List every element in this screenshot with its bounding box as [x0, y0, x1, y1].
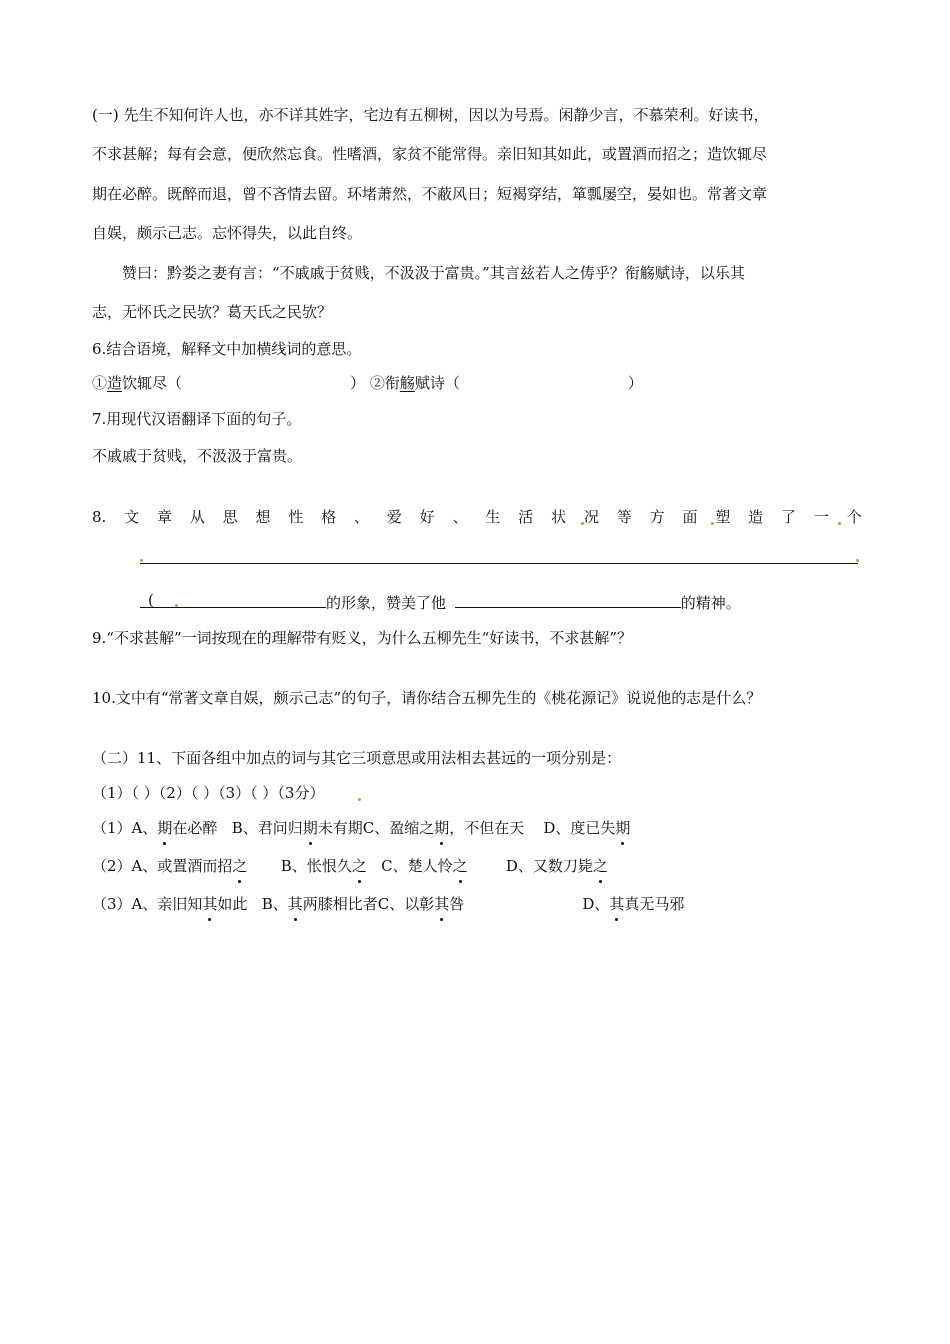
- option-c-dotted-word: 之: [452, 857, 468, 875]
- q8-open-paren: (: [148, 591, 154, 609]
- q8-char: 爱: [386, 508, 402, 526]
- q11-prompt: （二）11、下面各组中加点的词与其它三项意思或用法相去甚远的一项分别是：: [92, 749, 622, 767]
- q8-blank-spirit[interactable]: [455, 591, 681, 608]
- q6-item2-rest: 赋诗（: [414, 374, 460, 392]
- q8-char: 况: [583, 508, 599, 526]
- option-c-text: ，不但在天: [449, 819, 525, 837]
- q11-answer-line[interactable]: （1）（ ）（2）（ ）（3）（ ）（3分）: [92, 784, 325, 802]
- passage-zan-line-1: 赞曰：黔娄之妻有言：“不戚戚于贫贱，不汲汲于富贵。”其言兹若人之俦乎？衔觞赋诗，以乐其: [122, 264, 745, 282]
- q8-char: 8.: [92, 508, 107, 526]
- option-a-dotted-word: 之: [232, 857, 248, 875]
- option-c-text: 咎: [449, 895, 465, 913]
- stray-mark: [711, 522, 714, 525]
- q6-item1-num: ①: [92, 374, 108, 392]
- option-a-dotted-word: 其: [202, 895, 218, 913]
- option-a-dotted-word: 期: [157, 819, 173, 837]
- q8-char: 、: [354, 508, 370, 526]
- q6-item2-close: ）: [627, 374, 643, 392]
- q6-item1-rest: 饮辄尽（: [122, 374, 183, 392]
- q6-item2-word: 觞: [399, 374, 415, 392]
- option-c-text: C、盈缩之: [362, 819, 435, 837]
- q6-item2-num: ②衔: [369, 374, 400, 392]
- passage-line-1: (一) 先生不知何许人也，亦不详其姓字，宅边有五柳树，因以为号焉。闲静少言，不慕荣利。好读书，: [92, 106, 769, 124]
- q8-char: 方: [649, 508, 665, 526]
- option-a-text: 如此: [217, 895, 248, 913]
- option-c-dotted-word: 其: [434, 895, 450, 913]
- stray-mark: [358, 798, 361, 801]
- q8-char: 了: [781, 508, 797, 526]
- passage-line-3: 期在必醉。既醉而退，曾不吝情去留。环堵萧然，不蔽风日；短褐穿结，箪瓢屡空，晏如也。常著文章: [92, 185, 768, 203]
- q8-blank-image[interactable]: [140, 591, 326, 608]
- q8-text-spirit: 的精神。: [680, 594, 741, 612]
- option-a-text: A、或置酒而招: [131, 857, 233, 875]
- q8-char: 生: [485, 508, 501, 526]
- option-b-dotted-word: 期: [302, 819, 318, 837]
- q6-item1-word: 造: [107, 374, 123, 392]
- q8-char: 文: [124, 508, 140, 526]
- option-b-text: B、君问归: [231, 819, 303, 837]
- q11-group-2: [92, 856, 608, 876]
- q7-sentence: 不戚戚于贫贱，不汲汲于富贵。: [92, 447, 303, 465]
- stray-mark: [581, 522, 584, 525]
- q8-text-image: 的形象，赞美了他: [326, 594, 447, 612]
- q8-char: 塑: [715, 508, 731, 526]
- q9-text: 9.“不求甚解”一词按现在的理解带有贬义，为什么五柳先生“好读书，不求甚解”？: [92, 629, 632, 647]
- q11-group-1: [92, 818, 630, 838]
- passage-zan-line-2: 志，无怀氏之民欤？葛天氏之民欤？: [92, 303, 333, 321]
- q8-char: 性: [288, 508, 304, 526]
- passage-line-4: 自娱，颇示己志。忘怀得失，以此自终。: [92, 224, 363, 242]
- option-a-text: A、亲旧知: [131, 895, 203, 913]
- option-d-text: D、度已失: [543, 819, 616, 837]
- option-d-text: 真无马邪: [624, 895, 685, 913]
- option-c-dotted-word: 期: [434, 819, 450, 837]
- stray-mark: [838, 522, 841, 525]
- q8-char: 格: [321, 508, 337, 526]
- q10-text: 10.文中有“常著文章自娱，颇示己志”的句子，请你结合五柳先生的《桃花源记》说说他的志是什么？: [92, 689, 762, 707]
- stray-mark: [175, 604, 178, 607]
- q11-group-label: （1）: [92, 819, 132, 837]
- option-b-text: 未有期: [317, 819, 363, 837]
- passage-line-2: 不求甚解；每有会意，便欣然忘食。性嗜酒，家贫不能常得。亲旧知其如此，或置酒而招之；造饮辄尽: [92, 145, 768, 163]
- q8-char: 思: [222, 508, 238, 526]
- q8-char: 想: [255, 508, 271, 526]
- q8-char: 、: [452, 508, 468, 526]
- option-b-text: B、怅恨久: [280, 857, 352, 875]
- q8-char: 章: [156, 508, 172, 526]
- option-d-text: D、: [582, 895, 610, 913]
- q11-group-label: （3）: [92, 895, 132, 913]
- option-b-dotted-word: 其: [287, 895, 303, 913]
- q8-char: 状: [551, 508, 567, 526]
- q8-fill-line: [140, 591, 741, 613]
- q11-group-label: （2）: [92, 857, 132, 875]
- q8-answer-line[interactable]: [140, 563, 858, 564]
- q6-items: [92, 373, 643, 393]
- q8-char: 从: [189, 508, 205, 526]
- q11-group-3: [92, 894, 684, 914]
- q8-char: 好: [419, 508, 435, 526]
- q8-char: 等: [616, 508, 632, 526]
- option-c-text: C、楚人怜: [381, 857, 453, 875]
- stray-mark: [140, 559, 143, 562]
- option-a-text: A、: [131, 819, 158, 837]
- q8-char: 一: [813, 508, 829, 526]
- option-d-text: D、又数刀毙: [505, 857, 593, 875]
- option-d-dotted-word: 之: [592, 857, 608, 875]
- q6-prompt: 6.结合语境，解释文中加横线词的意思。: [92, 340, 362, 358]
- q8-char: 面: [682, 508, 698, 526]
- q8-char: 活: [518, 508, 534, 526]
- option-c-text: C、以彰: [377, 895, 435, 913]
- option-d-dotted-word: 其: [609, 895, 625, 913]
- q8-char: 造: [748, 508, 764, 526]
- q7-prompt: 7.用现代汉语翻译下面的句子。: [92, 410, 302, 428]
- option-b-dotted-word: 之: [351, 857, 367, 875]
- q6-item1-close: ）: [350, 374, 366, 392]
- stray-mark: [856, 559, 859, 562]
- q8-char: 个: [846, 508, 862, 526]
- option-b-text: 两膝相比者: [302, 895, 378, 913]
- option-b-text: B、: [261, 895, 288, 913]
- option-d-dotted-word: 期: [615, 819, 631, 837]
- option-a-text: 在必醉: [172, 819, 218, 837]
- q8-spaced-line: [92, 507, 862, 527]
